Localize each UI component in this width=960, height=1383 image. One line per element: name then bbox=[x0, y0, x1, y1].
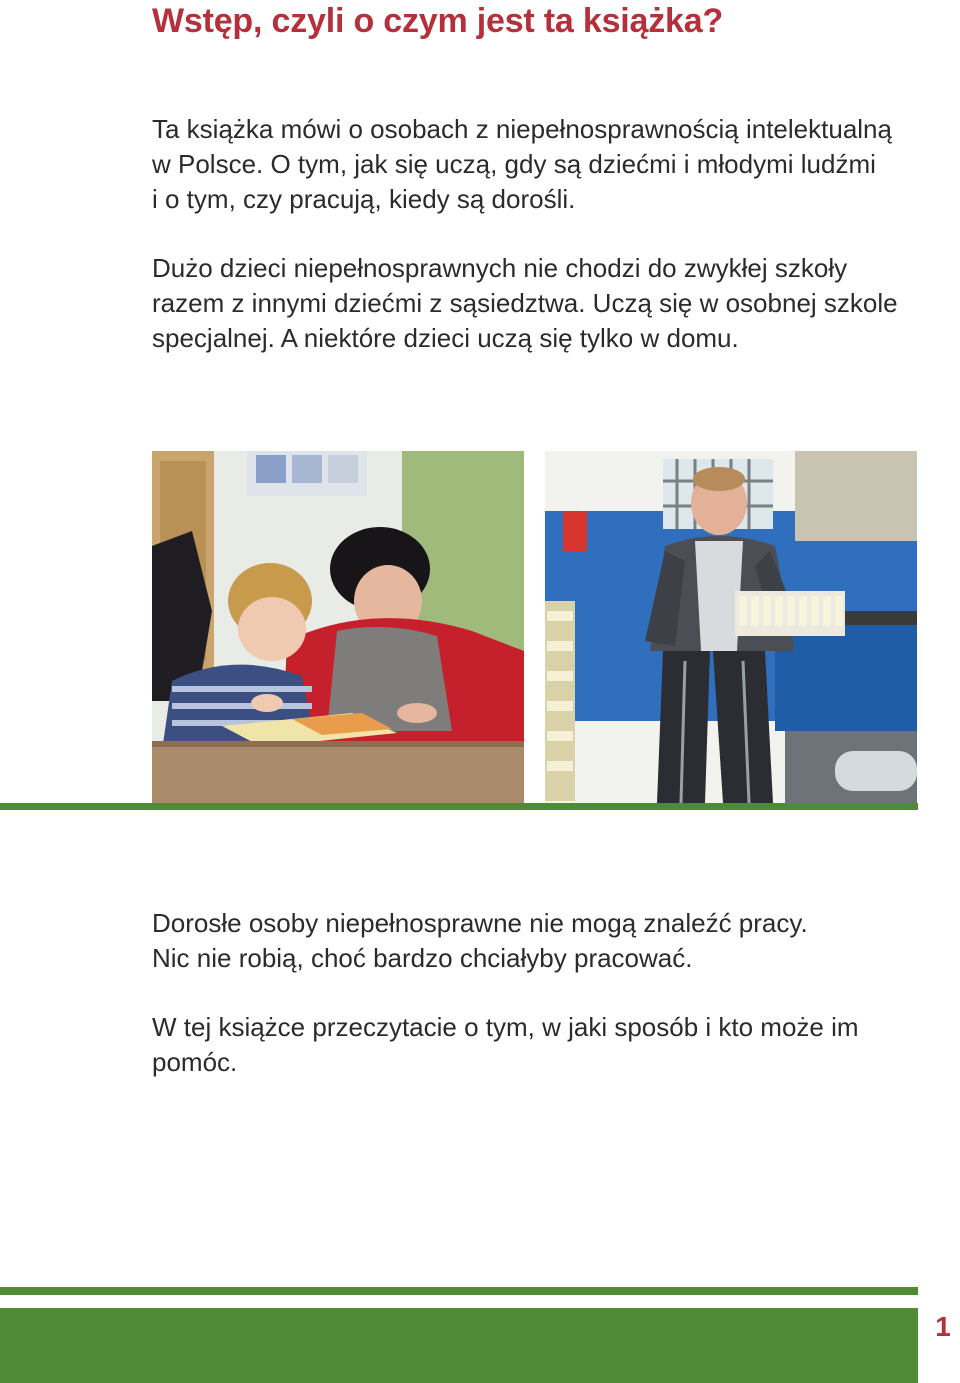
text-line: Ta książka mówi o osobach z niepełnosprawnością intelektualną bbox=[152, 114, 892, 144]
text-line: Dorosłe osoby niepełnosprawne nie mogą znaleźć pracy. bbox=[152, 908, 808, 938]
photo-reading-with-child bbox=[152, 451, 524, 803]
text-line: i o tym, czy pracują, kiedy są dorośli. bbox=[152, 184, 576, 214]
page-number: 1 bbox=[935, 1311, 951, 1342]
text-line: pomóc. bbox=[152, 1047, 238, 1077]
text-line: specjalnej. A niektóre dzieci uczą się tylko w domu. bbox=[152, 323, 739, 353]
text-line: w Polsce. O tym, jak się uczą, gdy są dziećmi i młodymi ludźmi bbox=[152, 149, 876, 179]
page-title: Wstęp, czyli o czym jest ta książka? bbox=[152, 2, 724, 40]
photo-divider-rule bbox=[0, 803, 918, 810]
photo-worker-with-bottles bbox=[545, 451, 917, 803]
text-line: Dużo dzieci niepełnosprawnych nie chodzi do zwykłej szkoły bbox=[152, 253, 848, 283]
text-line: W tej książce przeczytacie o tym, w jaki sposób i kto może im bbox=[152, 1012, 859, 1042]
footer-band bbox=[0, 1308, 918, 1383]
text-line: razem z innymi dziećmi z sąsiedztwa. Uczą się w osobnej szkole bbox=[152, 288, 898, 318]
photo-worker-illustration bbox=[545, 451, 917, 803]
adults-paragraph bbox=[152, 906, 932, 976]
schools-paragraph bbox=[152, 251, 932, 356]
photo-reading-illustration bbox=[152, 451, 524, 803]
intro-paragraph bbox=[152, 112, 932, 217]
book-help-paragraph bbox=[152, 1010, 932, 1080]
footer-thin-rule bbox=[0, 1287, 918, 1295]
text-line: Nic nie robią, choć bardzo chciałyby pracować. bbox=[152, 943, 693, 973]
